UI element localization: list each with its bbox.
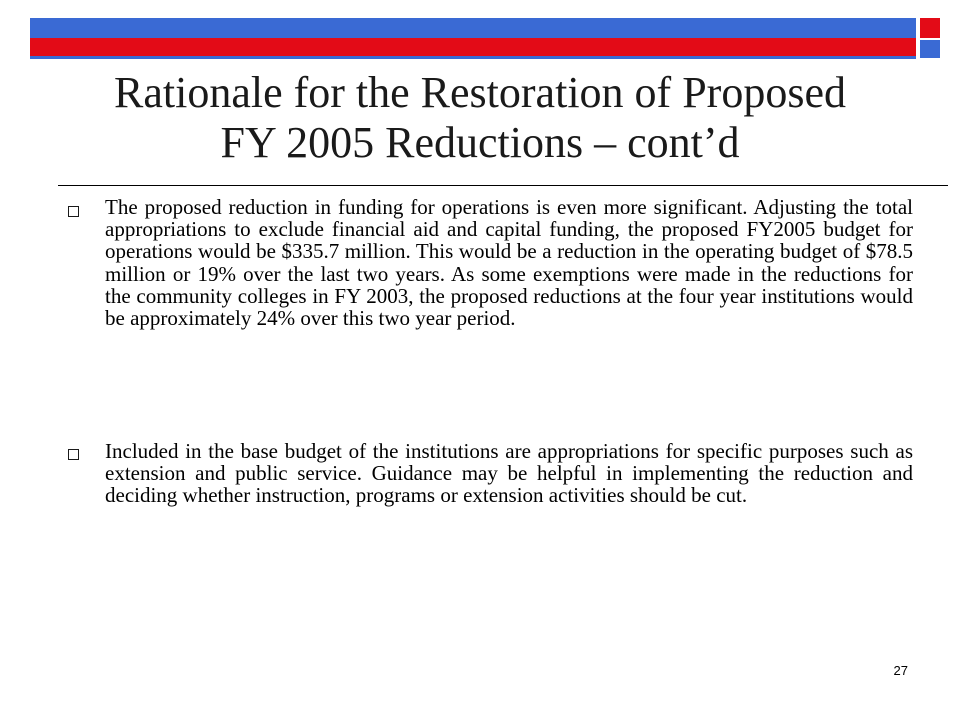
header-bar-red [30, 38, 916, 56]
bullet-square-icon [68, 206, 79, 217]
header-bar-blue-bottom [30, 56, 916, 59]
bullet-square-icon [68, 449, 79, 460]
header-square-blue [920, 40, 940, 58]
header-bar-blue-top [30, 18, 916, 38]
slide-title-line2: FY 2005 Reductions – cont’d [220, 118, 740, 167]
slide-title-line1: Rationale for the Restoration of Proposed [114, 68, 846, 117]
slide-title [60, 68, 900, 168]
header-square-red [920, 18, 940, 38]
bullet-paragraph-1: The proposed reduction in funding for operations is even more significant. Adjusting the total appropriations to exclude financial aid and capital funding, the proposed FY2005 budget for operations would be $335.7 million. This would be a reduction in the operating budget of $78.5 million or 19% over the last two years. As some exemptions were made in the reductions for the community colleges in FY 2003, the proposed reductions at the four year institutions would be approximately 24% over this two year period. [105, 195, 913, 331]
page-number: 27 [893, 663, 908, 678]
title-divider [58, 185, 948, 186]
bullet-paragraph-2: Included in the base budget of the institutions are appropriations for specific purposes such as extension and public service. Guidance may be helpful in implementing the reduction and deciding whether instruction, programs or extension activities should be cut. [105, 439, 913, 508]
